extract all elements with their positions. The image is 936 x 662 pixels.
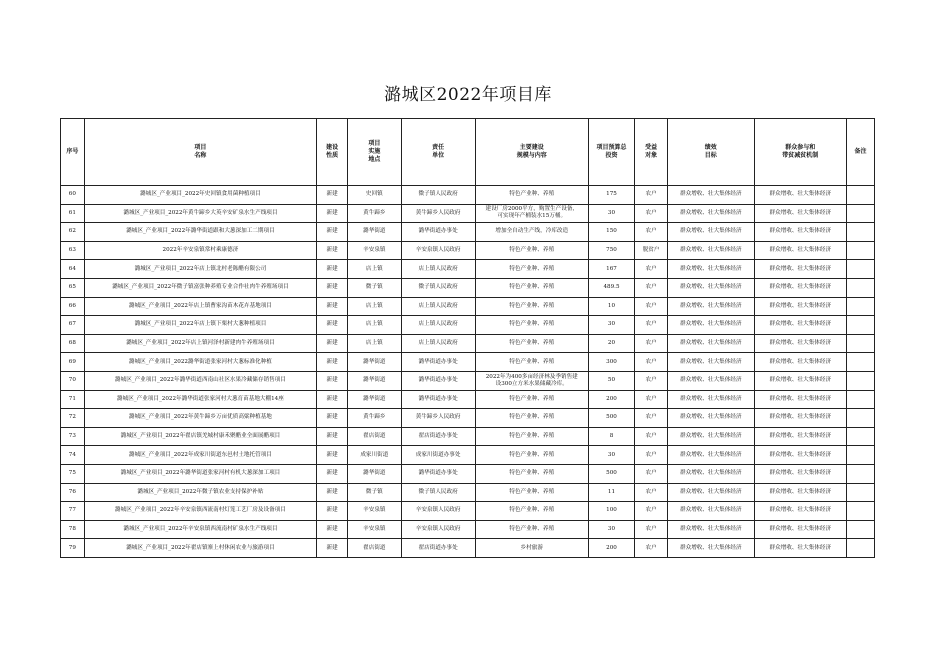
- content-line: 特色产业种、养殖: [509, 358, 555, 365]
- cell-place: 翟店街道: [348, 539, 402, 558]
- cell-mechanism: 群众增收、壮大集体经济: [754, 241, 847, 260]
- cell-budget: 167: [588, 260, 634, 279]
- cell-place: 黄牛蹄乡: [348, 409, 402, 428]
- table-body: [61, 186, 875, 558]
- cell-mechanism: 群众增收、壮大集体经济: [754, 427, 847, 446]
- cell-mechanism: 群众增收、壮大集体经济: [754, 483, 847, 502]
- cell-target: 农户: [635, 334, 668, 353]
- cell-target: 农户: [635, 446, 668, 465]
- content-line: 特色产业种、养殖: [509, 340, 555, 347]
- cell-name: 潞城区_产业项目_2022年黄牛蹄乡万亩优质高粱种植基地: [84, 409, 317, 428]
- cell-budget: 150: [588, 223, 634, 242]
- cell-no: 62: [61, 223, 85, 242]
- cell-no: 75: [61, 464, 85, 483]
- cell-name: 潞城区_产业项目_2022年店上镇曹家沟苗木花卉基地项目: [84, 297, 317, 316]
- cell-nature: 新建: [317, 204, 348, 223]
- cell-nature: 新建: [317, 316, 348, 335]
- cell-mechanism: 群众增收、壮大集体经济: [754, 260, 847, 279]
- cell-target: 农户: [635, 502, 668, 521]
- cell-note: [847, 204, 875, 223]
- cell-content: [475, 297, 588, 316]
- header-line: 主要建设: [519, 144, 544, 151]
- cell-mechanism: 群众增收、壮大集体经济: [754, 316, 847, 335]
- cell-content: [475, 446, 588, 465]
- cell-no: 77: [61, 502, 85, 521]
- cell-no: 68: [61, 334, 85, 353]
- cell-unit: 黄牛蹄乡人民政府: [401, 409, 475, 428]
- cell-goal: 群众增收、壮大集体经济: [668, 278, 754, 297]
- cell-name: 潞城区_产业项目_2022年翟店镇羌城村康禾聚醋业全面展醋项目: [84, 427, 317, 446]
- table-row: [61, 520, 875, 539]
- cell-unit: 黄牛蹄乡人民政府: [401, 204, 475, 223]
- cell-budget: 10: [588, 297, 634, 316]
- cell-unit: 潞华街道办事处: [401, 371, 475, 390]
- cell-nature: 新建: [317, 297, 348, 316]
- table-row: [61, 464, 875, 483]
- cell-mechanism: 群众增收、壮大集体经济: [754, 446, 847, 465]
- cell-content: [475, 520, 588, 539]
- cell-place: 店上镇: [348, 334, 402, 353]
- cell-nature: 新建: [317, 409, 348, 428]
- cell-budget: 750: [588, 241, 634, 260]
- cell-name: 潞城区_产业项目_2022年微子镇农业支持保护补贴: [84, 483, 317, 502]
- table-row: [61, 241, 875, 260]
- cell-name: 2022年辛安泉镇常村乘康德济: [84, 241, 317, 260]
- cell-nature: 新建: [317, 390, 348, 409]
- cell-note: [847, 390, 875, 409]
- cell-place: 黄牛蹄乡: [348, 204, 402, 223]
- content-line: 特色产业种、养殖: [509, 284, 555, 291]
- header-content: [475, 119, 588, 186]
- cell-name: 潞城区_产业项目_2022年潞华街道张家河村有机大葱深加工项目: [84, 464, 317, 483]
- cell-budget: 500: [588, 409, 634, 428]
- cell-place: 店上镇: [348, 260, 402, 279]
- cell-goal: 群众增收、壮大集体经济: [668, 427, 754, 446]
- cell-goal: 群众增收、壮大集体经济: [668, 260, 754, 279]
- cell-no: 78: [61, 520, 85, 539]
- cell-goal: 群众增收、壮大集体经济: [668, 502, 754, 521]
- cell-place: 微子镇: [348, 278, 402, 297]
- table-row: [61, 223, 875, 242]
- cell-target: 农户: [635, 520, 668, 539]
- cell-content: [475, 409, 588, 428]
- cell-no: 65: [61, 278, 85, 297]
- cell-place: 史回镇: [348, 186, 402, 205]
- header-mechanism: [754, 119, 847, 186]
- cell-mechanism: 群众增收、壮大集体经济: [754, 539, 847, 558]
- header-line: 规模与内容: [516, 152, 547, 159]
- cell-budget: 30: [588, 204, 634, 223]
- cell-nature: 新建: [317, 427, 348, 446]
- cell-place: 店上镇: [348, 297, 402, 316]
- table-row: [61, 409, 875, 428]
- table-row: [61, 502, 875, 521]
- content-line: 特色产业种、养殖: [509, 191, 555, 198]
- cell-nature: 新建: [317, 520, 348, 539]
- cell-mechanism: 群众增收、壮大集体经济: [754, 502, 847, 521]
- content-line: 乡村旅游: [520, 544, 543, 551]
- header-line: 项目: [368, 140, 381, 147]
- header-line: 项目: [194, 144, 207, 151]
- cell-target: 农户: [635, 371, 668, 390]
- header-line: 性质: [326, 152, 339, 159]
- cell-mechanism: 群众增收、壮大集体经济: [754, 204, 847, 223]
- cell-target: 农户: [635, 204, 668, 223]
- cell-place: 店上镇: [348, 316, 402, 335]
- cell-unit: 店上镇人民政府: [401, 260, 475, 279]
- cell-target: 农户: [635, 390, 668, 409]
- cell-nature: 新建: [317, 464, 348, 483]
- cell-target: 农户: [635, 427, 668, 446]
- cell-no: 63: [61, 241, 85, 260]
- cell-unit: 店上镇人民政府: [401, 334, 475, 353]
- cell-goal: 群众增收、壮大集体经济: [668, 409, 754, 428]
- cell-note: [847, 464, 875, 483]
- cell-target: 农户: [635, 297, 668, 316]
- header-line: 地点: [368, 156, 381, 163]
- table-row: [61, 446, 875, 465]
- content-line: 特色产业种、养殖: [509, 414, 555, 421]
- cell-budget: 200: [588, 390, 634, 409]
- cell-content: [475, 464, 588, 483]
- cell-no: 73: [61, 427, 85, 446]
- header-line: 绩效: [704, 144, 717, 151]
- cell-place: 辛安泉镇: [348, 520, 402, 539]
- cell-name: 潞城区_产业项目_2022年潞华街道西南山社区水果冷藏储存销售项目: [84, 371, 317, 390]
- cell-note: [847, 427, 875, 446]
- header-line: 带贫减贫机制: [782, 152, 819, 159]
- cell-note: [847, 483, 875, 502]
- cell-place: 潞华街道: [348, 353, 402, 372]
- cell-unit: 潞华街道办事处: [401, 390, 475, 409]
- table-row: [61, 334, 875, 353]
- header-line: 建设: [326, 144, 339, 151]
- cell-budget: 200: [588, 539, 634, 558]
- cell-target: 农户: [635, 186, 668, 205]
- cell-content: [475, 334, 588, 353]
- content-line: 特色产业种、养殖: [509, 451, 555, 458]
- cell-note: [847, 316, 875, 335]
- content-line: 特色产业种、养殖: [509, 321, 555, 328]
- content-line: 可实现年产桶装水15万桶。: [497, 213, 567, 220]
- cell-no: 64: [61, 260, 85, 279]
- cell-mechanism: 群众增收、壮大集体经济: [754, 278, 847, 297]
- cell-no: 67: [61, 316, 85, 335]
- cell-budget: 20: [588, 334, 634, 353]
- cell-note: [847, 520, 875, 539]
- cell-target: 农户: [635, 483, 668, 502]
- content-line: 特色产业种、养殖: [509, 302, 555, 309]
- cell-target: 农户: [635, 409, 668, 428]
- header-place: [348, 119, 402, 186]
- cell-content: [475, 390, 588, 409]
- cell-unit: 微子镇人民政府: [401, 278, 475, 297]
- cell-mechanism: 群众增收、壮大集体经济: [754, 223, 847, 242]
- cell-target: 农户: [635, 223, 668, 242]
- table-row: [61, 539, 875, 558]
- cell-no: 70: [61, 371, 85, 390]
- content-line: 特色产业种、养殖: [509, 265, 555, 272]
- cell-mechanism: 群众增收、壮大集体经济: [754, 297, 847, 316]
- cell-nature: 新建: [317, 371, 348, 390]
- cell-unit: 辛安泉镇人民政府: [401, 520, 475, 539]
- cell-unit: 潞华街道办事处: [401, 464, 475, 483]
- cell-note: [847, 223, 875, 242]
- cell-goal: 群众增收、壮大集体经济: [668, 446, 754, 465]
- cell-goal: 群众增收、壮大集体经济: [668, 316, 754, 335]
- cell-content: [475, 223, 588, 242]
- cell-budget: 489.5: [588, 278, 634, 297]
- cell-name: 潞城区_产业项目_2022年微子镇富张种养殖专业合作社肉牛养殖场项目: [84, 278, 317, 297]
- cell-name: 潞城区_产业项目_2022潞华街道张家河村大葱标准化种植: [84, 353, 317, 372]
- header-unit: [401, 119, 475, 186]
- cell-unit: 翟店街道办事处: [401, 539, 475, 558]
- cell-mechanism: 群众增收、壮大集体经济: [754, 464, 847, 483]
- cell-unit: 店上镇人民政府: [401, 297, 475, 316]
- cell-note: [847, 446, 875, 465]
- cell-no: 71: [61, 390, 85, 409]
- cell-note: [847, 297, 875, 316]
- cell-content: [475, 241, 588, 260]
- cell-mechanism: 群众增收、壮大集体经济: [754, 186, 847, 205]
- cell-name: 潞城区_产业项目_2022年辛安泉镇西流南村矿泉水生产线项目: [84, 520, 317, 539]
- header-nature: [317, 119, 348, 186]
- cell-no: 69: [61, 353, 85, 372]
- table-row: [61, 427, 875, 446]
- table-row: [61, 204, 875, 223]
- cell-goal: 群众增收、壮大集体经济: [668, 204, 754, 223]
- cell-note: [847, 186, 875, 205]
- cell-no: 79: [61, 539, 85, 558]
- cell-target: 农户: [635, 539, 668, 558]
- table-header: [61, 119, 875, 186]
- cell-nature: 新建: [317, 186, 348, 205]
- cell-unit: 店上镇人民政府: [401, 316, 475, 335]
- header-row: [61, 119, 875, 186]
- cell-target: 脱贫户: [635, 241, 668, 260]
- header-line: 序号: [66, 148, 79, 155]
- cell-goal: 群众增收、壮大集体经济: [668, 371, 754, 390]
- cell-goal: 群众增收、壮大集体经济: [668, 539, 754, 558]
- cell-place: 辛安泉镇: [348, 241, 402, 260]
- cell-target: 农户: [635, 464, 668, 483]
- cell-name: 潞城区_产业项目_2022年潞华街道张家河村大葱育苗基地大棚14座: [84, 390, 317, 409]
- header-line: 目标: [704, 152, 717, 159]
- cell-nature: 新建: [317, 241, 348, 260]
- cell-note: [847, 353, 875, 372]
- cell-mechanism: 群众增收、壮大集体经济: [754, 334, 847, 353]
- cell-name: 潞城区_产业项目_2022年黄牛蹄乡大英辛安矿泉水生产线项目: [84, 204, 317, 223]
- cell-no: 72: [61, 409, 85, 428]
- cell-goal: 群众增收、壮大集体经济: [668, 334, 754, 353]
- content-line: 特色产业种、养殖: [509, 488, 555, 495]
- content-line: 特色产业种、养殖: [509, 525, 555, 532]
- cell-place: 微子镇: [348, 483, 402, 502]
- cell-mechanism: 群众增收、壮大集体经济: [754, 409, 847, 428]
- cell-goal: 群众增收、壮大集体经济: [668, 223, 754, 242]
- content-line: 特色产业种、养殖: [509, 247, 555, 254]
- cell-budget: 8: [588, 427, 634, 446]
- header-line: 责任: [432, 144, 445, 151]
- cell-unit: 微子镇人民政府: [401, 186, 475, 205]
- cell-place: 潞华街道: [348, 390, 402, 409]
- cell-unit: 潞华街道办事处: [401, 353, 475, 372]
- cell-nature: 新建: [317, 502, 348, 521]
- table-row: [61, 260, 875, 279]
- cell-nature: 新建: [317, 446, 348, 465]
- cell-name: 潞城区_产业项目_2022年翟店镇寨上村休闲农业与旅游项目: [84, 539, 317, 558]
- cell-no: 66: [61, 297, 85, 316]
- cell-nature: 新建: [317, 278, 348, 297]
- cell-budget: 30: [588, 316, 634, 335]
- cell-content: [475, 204, 588, 223]
- header-line: 名称: [194, 152, 207, 159]
- cell-budget: 11: [588, 483, 634, 502]
- cell-budget: 500: [588, 464, 634, 483]
- cell-nature: 新建: [317, 483, 348, 502]
- cell-note: [847, 502, 875, 521]
- cell-unit: 辛安泉镇人民政府: [401, 502, 475, 521]
- cell-name: 潞城区_产业项目_2022年潞华街道跟和大葱深加工二期项目: [84, 223, 317, 242]
- cell-content: [475, 186, 588, 205]
- cell-content: [475, 539, 588, 558]
- cell-goal: 群众增收、壮大集体经济: [668, 464, 754, 483]
- table-row: [61, 371, 875, 390]
- cell-nature: 新建: [317, 260, 348, 279]
- cell-budget: 175: [588, 186, 634, 205]
- header-line: 实施: [368, 148, 381, 155]
- table-row: [61, 186, 875, 205]
- cell-note: [847, 539, 875, 558]
- cell-note: [847, 241, 875, 260]
- cell-budget: 50: [588, 371, 634, 390]
- header-line: 投资: [605, 152, 618, 159]
- project-table: [60, 118, 875, 558]
- table-row: [61, 278, 875, 297]
- cell-nature: 新建: [317, 353, 348, 372]
- cell-note: [847, 278, 875, 297]
- cell-target: 农户: [635, 316, 668, 335]
- cell-unit: 辛安泉镇人民政府: [401, 241, 475, 260]
- content-line: 特色产业种、养殖: [509, 507, 555, 514]
- header-line: 单位: [432, 152, 445, 159]
- cell-no: 74: [61, 446, 85, 465]
- content-line: 2022年为400多亩经济林及季销售建: [485, 373, 578, 380]
- cell-content: [475, 278, 588, 297]
- cell-mechanism: 群众增收、壮大集体经济: [754, 371, 847, 390]
- cell-nature: 新建: [317, 223, 348, 242]
- cell-goal: 群众增收、壮大集体经济: [668, 390, 754, 409]
- cell-nature: 新建: [317, 539, 348, 558]
- cell-budget: 300: [588, 353, 634, 372]
- content-line: 建设厂房2000平方，购置生产设备，: [485, 206, 579, 213]
- cell-place: 潞华街道: [348, 464, 402, 483]
- cell-goal: 群众增收、壮大集体经济: [668, 353, 754, 372]
- cell-name: 潞城区_产业项目_2022年店上镇下栗村大葱种植项目: [84, 316, 317, 335]
- cell-content: [475, 353, 588, 372]
- cell-content: [475, 502, 588, 521]
- cell-content: [475, 260, 588, 279]
- header-goal: [668, 119, 754, 186]
- cell-note: [847, 260, 875, 279]
- cell-mechanism: 群众增收、壮大集体经济: [754, 390, 847, 409]
- cell-content: [475, 483, 588, 502]
- cell-budget: 30: [588, 520, 634, 539]
- cell-place: 辛安泉镇: [348, 502, 402, 521]
- cell-nature: 新建: [317, 334, 348, 353]
- cell-unit: 潞华街道办事处: [401, 223, 475, 242]
- header-no: [61, 119, 85, 186]
- content-line: 特色产业种、养殖: [509, 470, 555, 477]
- content-line: 特色产业种、养殖: [509, 395, 555, 402]
- table-row: [61, 483, 875, 502]
- page-title: 潞城区2022年项目库: [384, 85, 552, 105]
- cell-no: 76: [61, 483, 85, 502]
- content-line: 设300立方米水果储藏冷库。: [495, 380, 568, 387]
- cell-name: 潞城区_产业项目_2022年史回镇食用菌种植项目: [84, 186, 317, 205]
- table-row: [61, 316, 875, 335]
- cell-target: 农户: [635, 260, 668, 279]
- cell-content: [475, 316, 588, 335]
- table-row: [61, 353, 875, 372]
- content-line: 增加全自动生产线，冷库改造: [495, 228, 569, 235]
- header-line: 备注: [854, 148, 867, 155]
- cell-name: 潞城区_产业项目_2022年店上镇河泽村新建肉牛养殖场项目: [84, 334, 317, 353]
- header-name: [84, 119, 317, 186]
- cell-goal: 群众增收、壮大集体经济: [668, 520, 754, 539]
- header-line: 对象: [645, 152, 658, 159]
- cell-budget: 30: [588, 446, 634, 465]
- cell-budget: 100: [588, 502, 634, 521]
- header-target: [635, 119, 668, 186]
- cell-mechanism: 群众增收、壮大集体经济: [754, 520, 847, 539]
- table-row: [61, 390, 875, 409]
- cell-note: [847, 334, 875, 353]
- cell-no: 61: [61, 204, 85, 223]
- cell-place: 翟店街道: [348, 427, 402, 446]
- cell-goal: 群众增收、壮大集体经济: [668, 186, 754, 205]
- cell-note: [847, 409, 875, 428]
- cell-name: 潞城区_产业项目_2022年店上镇北村老陈醋有限公司: [84, 260, 317, 279]
- cell-mechanism: 群众增收、壮大集体经济: [754, 353, 847, 372]
- cell-unit: 翟店街道办事处: [401, 427, 475, 446]
- cell-place: 潞华街道: [348, 223, 402, 242]
- cell-content: [475, 427, 588, 446]
- cell-target: 农户: [635, 278, 668, 297]
- cell-unit: 微子镇人民政府: [401, 483, 475, 502]
- header-budget: [588, 119, 634, 186]
- header-line: 受益: [645, 144, 658, 151]
- cell-goal: 群众增收、壮大集体经济: [668, 241, 754, 260]
- cell-unit: 成家川街道办事处: [401, 446, 475, 465]
- cell-no: 60: [61, 186, 85, 205]
- cell-goal: 群众增收、壮大集体经济: [668, 483, 754, 502]
- table-row: [61, 297, 875, 316]
- cell-target: 农户: [635, 353, 668, 372]
- cell-name: 潞城区_产业项目_2022年辛安泉镇西流南村灯笼工艺厂房及设备项目: [84, 502, 317, 521]
- cell-goal: 群众增收、壮大集体经济: [668, 297, 754, 316]
- cell-name: 潞城区_产业项目_2022年成家川街道东邑村土地托管项目: [84, 446, 317, 465]
- cell-place: 成家川街道: [348, 446, 402, 465]
- cell-note: [847, 371, 875, 390]
- header-note: [847, 119, 875, 186]
- cell-place: 潞华街道: [348, 371, 402, 390]
- content-line: 特色产业种、养殖: [509, 433, 555, 440]
- header-line: 项目预算总: [596, 144, 627, 151]
- header-line: 群众参与和: [785, 144, 816, 151]
- cell-content: [475, 371, 588, 390]
